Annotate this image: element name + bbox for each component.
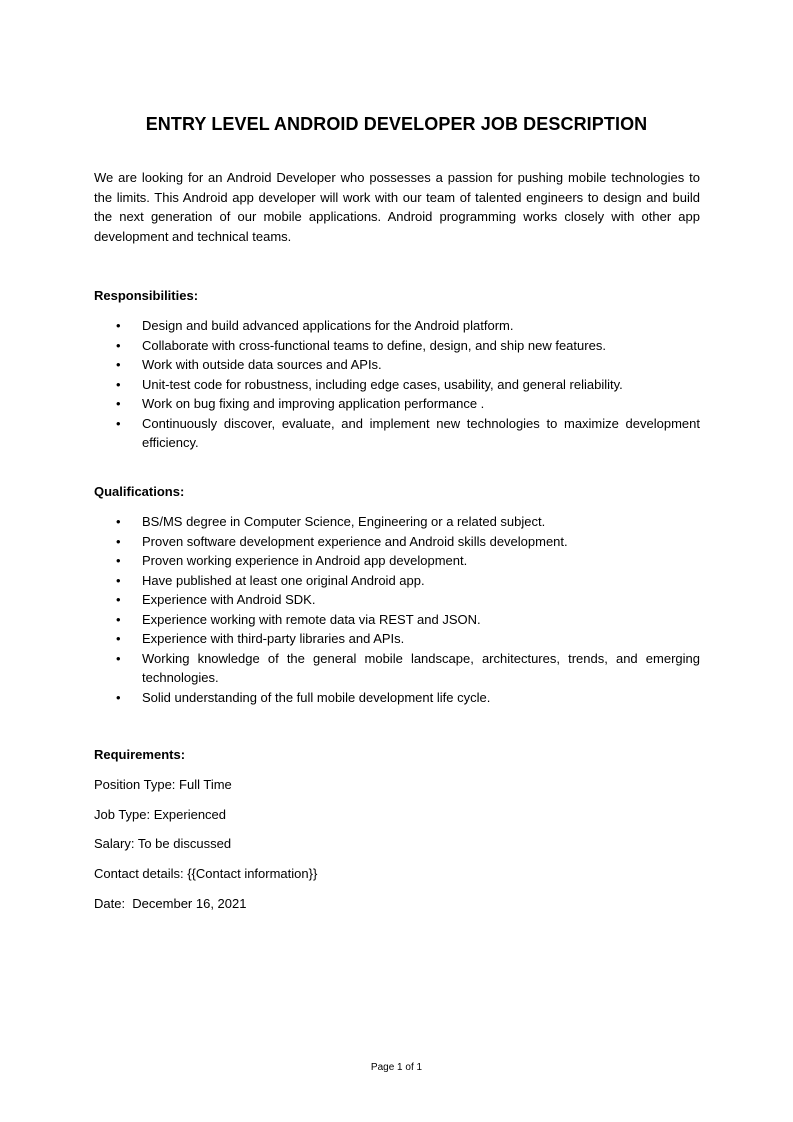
bullet-icon: • xyxy=(116,611,121,627)
bullet-icon: • xyxy=(116,533,121,549)
list-item: • Experience with Android SDK. xyxy=(94,590,700,610)
bullet-icon: • xyxy=(116,357,121,372)
document-title: ENTRY LEVEL ANDROID DEVELOPER JOB DESCRIPTION xyxy=(145,114,648,134)
list-item: • Collaborate with cross-functional teams to define, design, and ship new features. xyxy=(94,336,700,356)
bullet-icon: • xyxy=(116,337,121,353)
contact-details: Contact details: {{Contact information}} xyxy=(94,866,318,881)
list-item: • BS/MS degree in Computer Science, Engineering or a related subject. xyxy=(94,512,700,532)
bullet-icon: • xyxy=(116,631,121,646)
bullet-icon: • xyxy=(116,689,121,705)
position-type: Position Type: Full Time xyxy=(94,777,232,792)
responsibilities-list xyxy=(94,316,700,453)
bullet-icon: • xyxy=(116,553,121,568)
requirements-heading: Requirements: xyxy=(94,747,186,762)
bullet-icon: • xyxy=(116,514,121,529)
responsibilities-heading: Responsibilities: xyxy=(94,288,199,303)
list-item: • Solid understanding of the full mobile development life cycle. xyxy=(94,688,700,708)
list-item: • Proven working experience in Android app development. xyxy=(94,551,700,571)
bullet-icon: • xyxy=(116,650,121,666)
list-item: • Design and build advanced applications for the Android platform. xyxy=(94,316,700,336)
bullet-icon: • xyxy=(116,376,121,392)
list-item: • Proven software development experience and Android skills development. xyxy=(94,532,700,552)
bullet-icon: • xyxy=(116,572,121,588)
list-item: • Unit-test code for robustness, including edge cases, usability, and general reliability. xyxy=(94,375,700,395)
intro-paragraph: We are looking for an Android Developer who possesses a passion for pushing mobile technologies to the limits. This Android app developer will work with our team of talented engineers to design and build the next generation of our mobile applications. Android programming works closely with other app development and technical teams. xyxy=(94,170,700,244)
list-item: • Working knowledge of the general mobile landscape, architectures, trends, and emerging technologies. xyxy=(116,650,700,685)
salary: Salary: To be discussed xyxy=(94,836,232,851)
date-line: Date: December 16, 2021 xyxy=(94,896,247,911)
list-item: • Have published at least one original Android app. xyxy=(94,571,700,591)
list-item: • Experience working with remote data via REST and JSON. xyxy=(94,610,700,630)
list-item: • Work with outside data sources and APIs. xyxy=(94,355,700,375)
list-item: • Experience with third-party libraries and APIs. xyxy=(94,629,700,649)
list-item: • Work on bug fixing and improving application performance . xyxy=(94,394,700,414)
bullet-icon: • xyxy=(116,415,121,431)
list-item: • Continuously discover, evaluate, and implement new technologies to maximize development efficiency. xyxy=(116,415,700,450)
page-number: Page 1 of 1 xyxy=(370,1062,423,1073)
qualifications-heading: Qualifications: xyxy=(94,484,185,499)
bullet-icon: • xyxy=(116,318,121,333)
qualifications-list xyxy=(94,512,700,707)
job-type: Job Type: Experienced xyxy=(94,807,227,822)
bullet-icon: • xyxy=(116,396,121,411)
bullet-icon: • xyxy=(116,592,121,607)
